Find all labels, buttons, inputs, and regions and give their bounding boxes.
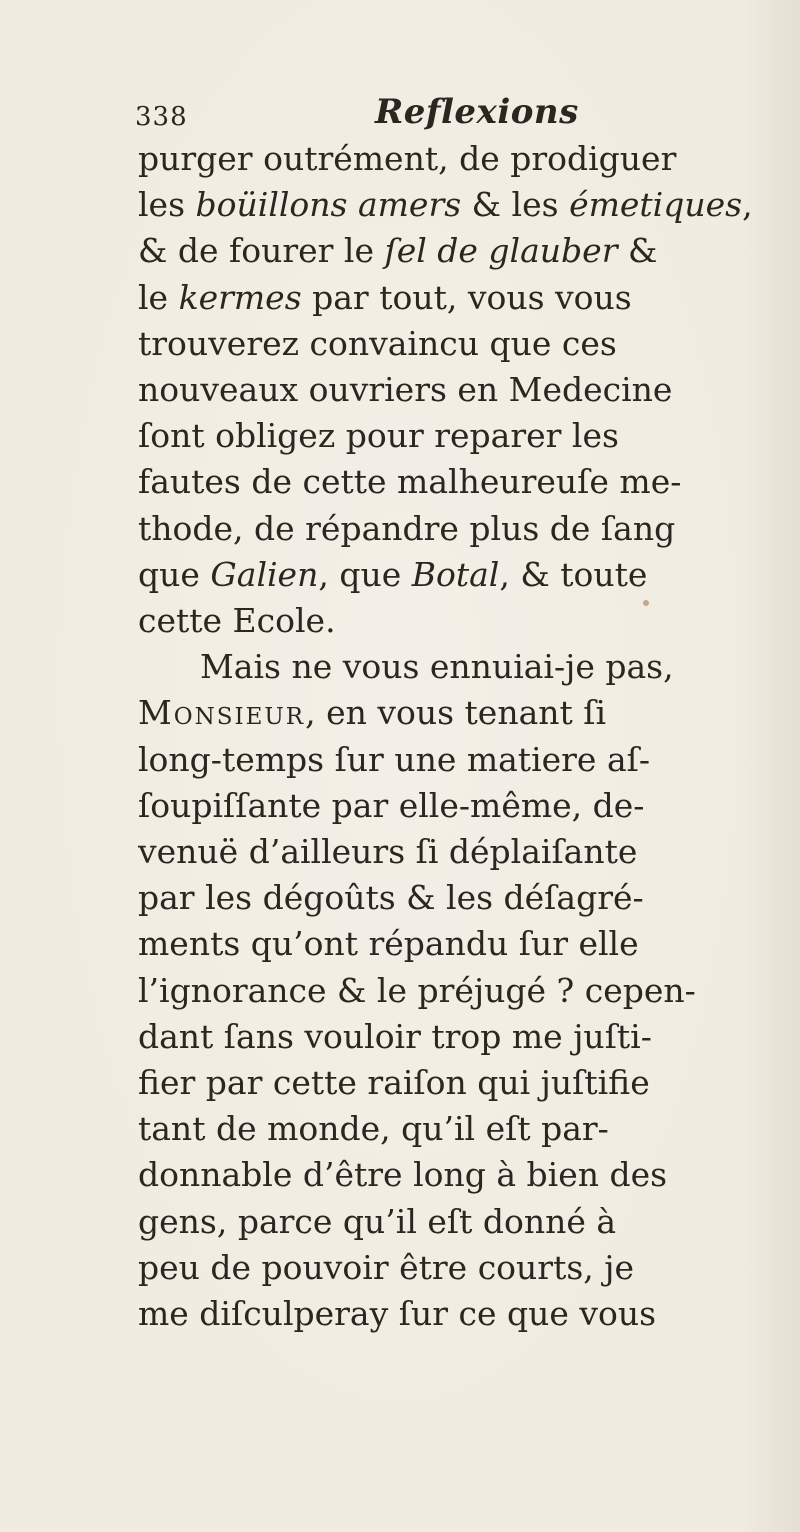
text-line: [138, 875, 644, 921]
text-line: [138, 1245, 634, 1291]
text-line: [138, 968, 696, 1014]
text-run: , que: [318, 554, 412, 594]
text-run: dant ſans vouloir trop me juſti-: [138, 1016, 652, 1056]
text-run: le: [138, 277, 179, 317]
italic-text-run: boüillons amers: [195, 185, 462, 225]
text-run: & les: [461, 185, 570, 225]
text-run: venuë d’ailleurs ſi déplaiſante: [138, 832, 638, 871]
text-line: [200, 644, 674, 690]
text-run: thode, de répandre plus de ſang: [138, 508, 676, 548]
text-line: [138, 921, 639, 967]
text-line: [138, 321, 617, 367]
text-run: , en vous tenant ſi: [305, 693, 607, 733]
text-line: [138, 598, 336, 644]
text-run: trouverez convaincu que ces: [138, 323, 617, 363]
text-line: [138, 737, 650, 783]
text-line: [138, 1014, 652, 1060]
text-run: ments qu’ont répandu ſur elle: [138, 924, 639, 964]
page-number: 338: [135, 102, 188, 132]
text-run: fier par cette raiſon qui juſtifie: [138, 1063, 650, 1102]
page-header: [135, 92, 695, 142]
text-run: ,: [742, 185, 753, 225]
text-run: donnable d’être long à bien des: [138, 1155, 668, 1195]
text-line: [138, 367, 672, 413]
text-run: & de fourer le: [138, 231, 385, 271]
text-run: les: [138, 185, 196, 225]
text-run: purger outrément, de prodiguer: [138, 139, 677, 178]
text-run: tant de monde, qu’il eſt par-: [138, 1109, 609, 1149]
text-line: [138, 1152, 667, 1198]
text-line: [138, 459, 681, 505]
text-run: peu de pouvoir être courts, je: [138, 1247, 635, 1287]
text-line: [138, 182, 753, 228]
text-line: [138, 1199, 616, 1245]
text-run: ſont obligez pour reparer les: [138, 416, 619, 456]
text-line: [138, 783, 644, 829]
text-line: [138, 1106, 609, 1152]
text-run: ſoupiſſante par elle-même, de-: [138, 785, 645, 825]
ink-speck: [643, 600, 649, 606]
running-head: Reflexions: [375, 92, 579, 132]
italic-text-run: kermes: [178, 277, 302, 317]
text-line: [138, 228, 657, 274]
italic-text-run: Botal: [411, 554, 500, 594]
text-line: [138, 506, 675, 552]
text-run: Mais ne vous ennuiai-je pas,: [200, 647, 674, 687]
text-run: par les dégoûts & les déſagré-: [138, 878, 644, 918]
text-run: fautes de cette malheureuſe me-: [138, 462, 682, 502]
text-run: , & toute: [499, 554, 648, 594]
text-run: long-temps ſur une matiere aſ-: [138, 739, 650, 779]
text-line: [138, 275, 632, 321]
text-line: [138, 829, 637, 875]
text-run: cette Ecole.: [138, 601, 336, 640]
text-run: nouveaux ouvriers en Medecine: [138, 370, 673, 409]
text-line: [138, 552, 647, 598]
text-run: que: [138, 554, 211, 594]
text-line: [138, 136, 676, 182]
text-run: par tout, vous vous: [301, 277, 632, 317]
italic-text-run: émetiques: [569, 185, 743, 225]
text-line: [138, 1291, 656, 1337]
italic-text-run: Galien: [210, 554, 319, 594]
text-run: l’ignorance & le préjugé ? cepen-: [138, 970, 696, 1010]
text-line: [138, 413, 619, 459]
text-line: [138, 1060, 650, 1106]
small-caps-text-run: Monsieur: [138, 693, 306, 733]
text-run: &: [617, 231, 658, 271]
text-run: me diſculperay ſur ce que vous: [138, 1294, 657, 1333]
text-run: gens, parce qu’il eſt donné à: [138, 1201, 617, 1241]
text-line: [138, 690, 606, 736]
italic-text-run: ſel de glauber: [384, 231, 618, 271]
